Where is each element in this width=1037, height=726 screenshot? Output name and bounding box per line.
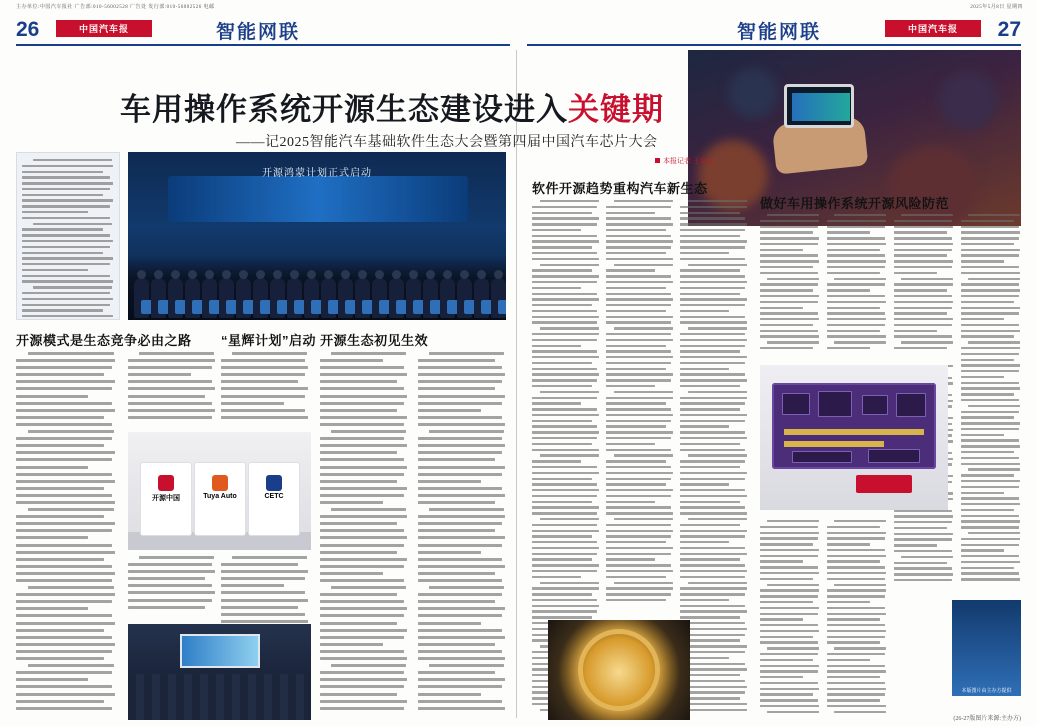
body-column-risk-5 xyxy=(827,520,887,720)
stage-screen-text: 开源鸿蒙计划正式启动 xyxy=(262,168,372,179)
byline xyxy=(655,156,714,166)
byline-text: 本报记者 王金玉 xyxy=(663,157,714,165)
page-headline xyxy=(120,84,680,129)
page-number-right: 27 xyxy=(997,18,1021,41)
body-column-risk-3 xyxy=(894,214,954,354)
masthead-rule-left xyxy=(16,44,510,46)
nameplate-right: 中国汽车报 xyxy=(885,20,981,37)
micro-header-left: 主办单位:中国汽车报社 广告部:010-56002528 广告处 发行部:010-56002526 电邮 xyxy=(16,5,215,10)
heading-software-trend: 软件开源趋势重构汽车新生态 xyxy=(532,181,708,196)
headline-accent: 关键期 xyxy=(568,92,664,127)
photo-conference-hall xyxy=(128,624,311,720)
body-column-star-a xyxy=(128,352,216,424)
stage-photo-launch-ceremony xyxy=(128,152,506,320)
photo-chip-board xyxy=(760,365,948,510)
heading-star-plan: “星辉计划”启动 开源生态初见生效 xyxy=(221,333,429,348)
masthead-rule-right xyxy=(527,44,1021,46)
byline-square-icon xyxy=(655,158,660,163)
phone-screen xyxy=(784,84,854,128)
page-number-left: 26 xyxy=(16,18,40,41)
micro-header-bar xyxy=(0,0,1037,13)
body-column-star-b xyxy=(221,352,309,424)
section-title-right: 智能网联 xyxy=(736,22,821,43)
body-column-risk-4 xyxy=(760,520,820,720)
photo-credit-strip xyxy=(952,600,1021,696)
section-title-left: 智能网联 xyxy=(216,22,301,43)
headline-main: 车用操作系统开源生态建设进入 xyxy=(120,92,568,127)
page-footnote: (26-27版图片来源:主办方) xyxy=(953,716,1021,722)
photo-exhibition-booths xyxy=(128,432,311,550)
body-column-star-d xyxy=(418,352,506,720)
body-column-risk-7 xyxy=(961,214,1021,590)
body-column-star-a2 xyxy=(128,556,216,618)
booth-label-2: CETC xyxy=(264,493,284,500)
photo-credit-text: 本版图片由主办方提供 xyxy=(961,689,1012,694)
micro-header-right: 2025年5月8日 星期四 xyxy=(970,5,1023,10)
body-column-star-c xyxy=(320,352,408,720)
nameplate-left: 中国汽车报 xyxy=(56,20,152,37)
body-column-risk-1 xyxy=(760,214,820,354)
booth-label-1: Tuya Auto xyxy=(203,493,237,500)
booth-label-0: 开源中国 xyxy=(152,495,180,502)
body-column-software-2 xyxy=(606,200,674,610)
lead-summary-box xyxy=(16,152,120,320)
body-column-open-mode xyxy=(16,352,116,720)
page-subheadline: ——记2025智能汽车基础软件生态大会暨第四届中国汽车芯片大会 xyxy=(236,135,658,150)
photo-round-exhibit xyxy=(548,620,690,720)
body-column-software-3 xyxy=(680,200,748,720)
heading-risk-control: 做好车用操作系统开源风险防范 xyxy=(760,196,950,211)
heading-open-mode: 开源模式是生态竞争必由之路 xyxy=(16,333,192,348)
board-red-plate xyxy=(856,475,912,493)
body-column-risk-2 xyxy=(827,214,887,354)
